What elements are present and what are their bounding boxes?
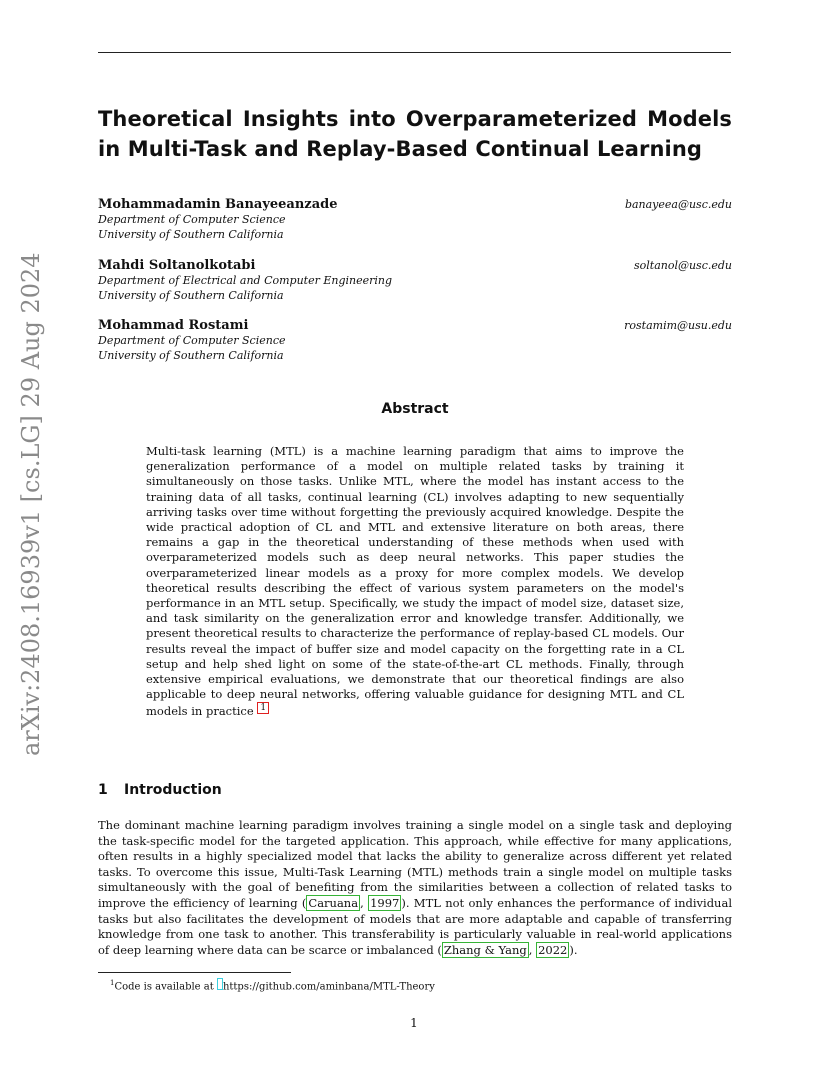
- footnote: [110, 976, 435, 994]
- page-number: 1: [410, 1016, 418, 1030]
- citation-author-link[interactable]: Zhang & Yang: [443, 942, 527, 957]
- citation-author-link[interactable]: Caruana: [308, 895, 359, 910]
- section-number: 1: [98, 782, 108, 798]
- author-department: Department of Computer Science: [98, 334, 286, 347]
- author-block-3: [98, 318, 732, 368]
- author-email[interactable]: rostamim@usu.edu: [624, 319, 732, 332]
- intro-text-1: The dominant machine learning paradigm involves training a single model on a single task and deploying the task-specific model for the targeted application. This approach, while effective for many applications, often results in a highly specialized model that lacks the ability to generalize across different yet related tasks. To overcome this issue, Multi-Task Learning (MTL) methods train a single model on multiple tasks simultaneously with the goal of benefiting from the similarities between a collection of related tasks to improve the efficiency of learning (: [98, 818, 732, 910]
- author-name: Mahdi Soltanolkotabi: [98, 258, 256, 273]
- abstract-heading: Abstract: [381, 401, 449, 417]
- footnote-rule: [98, 972, 291, 973]
- author-email[interactable]: banayeea@usc.edu: [624, 198, 732, 211]
- author-name: Mohammadamin Banayeeanzade: [98, 197, 338, 212]
- footnote-link[interactable]: 1: [257, 702, 269, 714]
- header-rule: [98, 52, 731, 53]
- citation-year-link[interactable]: 1997: [370, 895, 400, 910]
- citation-year-link[interactable]: 2022: [538, 942, 568, 957]
- author-department: Department of Computer Science: [98, 213, 286, 226]
- intro-text-2: ). MTL not only enhances the performance of individual tasks but also facilitates the development of models that are more adaptable and capable of transferring knowledge from one task to another. This transferability is particularly valuable in real-world applications of deep learning where data can be scarce or imbalanced (: [98, 895, 732, 957]
- footnote-text: Code is available at: [114, 981, 217, 993]
- introduction-paragraph: [98, 818, 732, 958]
- arxiv-identifier-stamp[interactable]: arXiv:2408.16939v1 [cs.LG] 29 Aug 2024: [17, 252, 45, 756]
- author-block-1: [98, 197, 732, 247]
- section-heading-introduction: [98, 780, 222, 800]
- author-university: University of Southern California: [98, 289, 284, 302]
- citation-separator: ,: [528, 942, 537, 957]
- section-title: Introduction: [124, 782, 222, 798]
- paper-title: Theoretical Insights into Overparameterized Models in Multi-Task and Replay-Based Continual Learning: [98, 107, 732, 161]
- citation-separator: ,: [360, 895, 369, 910]
- author-name: Mohammad Rostami: [98, 318, 249, 333]
- intro-text-3: ).: [569, 942, 578, 957]
- author-email[interactable]: soltanol@usc.edu: [633, 259, 732, 272]
- author-department: Department of Electrical and Computer Engineering: [98, 274, 393, 287]
- author-block-2: [98, 258, 732, 308]
- footnote-url[interactable]: https://github.com/aminbana/MTL-Theory: [222, 981, 435, 993]
- author-university: University of Southern California: [98, 349, 284, 362]
- footnote-mark: 1: [110, 979, 115, 987]
- abstract-text: Multi-task learning (MTL) is a machine learning paradigm that aims to improve the generalization performance of a model on multiple related tasks by training it simultaneously on those tasks. Unlike MTL, where the model has instant access to the training data of all tasks, continual learning (CL) involves adapting to new sequentially arriving tasks over time without forgetting the previously acquired knowledge. Despite the wide practical adoption of CL and MTL and extensive literature on both areas, there remains a gap in the theoretical understanding of these methods when used with overparameterized models such as deep neural networks. This paper studies the overparameterized linear models as a proxy for more complex models. We develop theoretical results describing the effect of various system parameters on the model's performance in an MTL setup. Specifically, we study the impact of model size, dataset size, and task similarity on the generalization error and knowledge transfer. Additionally, we present theoretical results to characterize the performance of replay-based CL models. Our results reveal the impact of buffer size and model capacity on the forgetting rate in a CL setup and help shed light on some of the state-of-the-art CL methods. Finally, through extensive empirical evaluations, we demonstrate that our theoretical findings are also applicable to deep neural networks, offering valuable guidance for designing MTL and CL models in practice: [146, 444, 684, 719]
- abstract-body: [146, 444, 684, 719]
- author-university: University of Southern California: [98, 228, 284, 241]
